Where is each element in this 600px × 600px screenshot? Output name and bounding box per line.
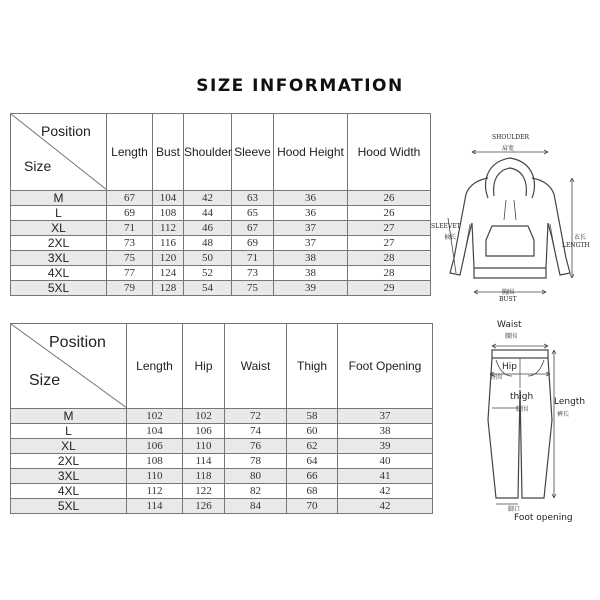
- shoulder-label: SHOULDER: [492, 134, 530, 141]
- sleeve-label: SLEEVET: [431, 223, 461, 230]
- value-cell: 71: [107, 221, 153, 236]
- header-waist: Waist: [225, 324, 287, 409]
- value-cell: 38: [274, 266, 348, 281]
- table-row: [11, 191, 431, 206]
- size-cell: L: [11, 424, 127, 439]
- foot-cn-label: 脚口: [508, 506, 521, 513]
- value-cell: 82: [225, 484, 287, 499]
- size-cell: XL: [11, 221, 107, 236]
- value-cell: 114: [127, 499, 183, 514]
- header-hip: Hip: [183, 324, 225, 409]
- value-cell: 46: [184, 221, 232, 236]
- value-cell: 69: [232, 236, 274, 251]
- value-cell: 42: [184, 191, 232, 206]
- value-cell: 102: [183, 409, 225, 424]
- value-cell: 54: [184, 281, 232, 296]
- value-cell: 102: [127, 409, 183, 424]
- value-cell: 68: [287, 484, 338, 499]
- length-cn-label: 裤长: [557, 411, 570, 418]
- value-cell: 71: [232, 251, 274, 266]
- value-cell: 104: [153, 191, 184, 206]
- table-row: [11, 221, 431, 236]
- value-cell: 36: [274, 206, 348, 221]
- header-hood-width: Hood Width: [348, 114, 431, 191]
- table-row: [11, 251, 431, 266]
- size-cell: 5XL: [11, 281, 107, 296]
- value-cell: 42: [338, 484, 433, 499]
- value-cell: 75: [232, 281, 274, 296]
- value-cell: 39: [338, 439, 433, 454]
- foot-opening-label: Foot opening: [514, 513, 573, 523]
- header-shoulder: Shoulder: [184, 114, 232, 191]
- size-cell: M: [11, 409, 127, 424]
- value-cell: 66: [287, 469, 338, 484]
- value-cell: 128: [153, 281, 184, 296]
- value-cell: 58: [287, 409, 338, 424]
- value-cell: 26: [348, 191, 431, 206]
- length-cn-label: 衣长: [574, 234, 587, 241]
- sleeve-cn-label: 袖长: [444, 234, 457, 241]
- size-cell: 3XL: [11, 251, 107, 266]
- pants-header-row: [11, 324, 433, 409]
- bust-label: BUST: [499, 296, 517, 303]
- value-cell: 36: [274, 191, 348, 206]
- value-cell: 52: [184, 266, 232, 281]
- value-cell: 65: [232, 206, 274, 221]
- value-cell: 37: [274, 221, 348, 236]
- length-label: LENGTH: [562, 242, 590, 249]
- value-cell: 50: [184, 251, 232, 266]
- value-cell: 37: [274, 236, 348, 251]
- table-row: [11, 454, 433, 469]
- value-cell: 73: [107, 236, 153, 251]
- size-cell: 4XL: [11, 484, 127, 499]
- size-cell: M: [11, 191, 107, 206]
- value-cell: 77: [107, 266, 153, 281]
- value-cell: 72: [225, 409, 287, 424]
- value-cell: 29: [348, 281, 431, 296]
- value-cell: 48: [184, 236, 232, 251]
- value-cell: 69: [107, 206, 153, 221]
- value-cell: 74: [225, 424, 287, 439]
- value-cell: 38: [274, 251, 348, 266]
- value-cell: 112: [153, 221, 184, 236]
- value-cell: 41: [338, 469, 433, 484]
- hoodie-header-row: [11, 114, 431, 191]
- value-cell: 112: [127, 484, 183, 499]
- table-row: [11, 484, 433, 499]
- value-cell: 120: [153, 251, 184, 266]
- header-sleeve: Sleeve: [232, 114, 274, 191]
- value-cell: 42: [338, 499, 433, 514]
- value-cell: 114: [183, 454, 225, 469]
- value-cell: 75: [107, 251, 153, 266]
- value-cell: 28: [348, 251, 431, 266]
- value-cell: 126: [183, 499, 225, 514]
- value-cell: 70: [287, 499, 338, 514]
- value-cell: 124: [153, 266, 184, 281]
- corner-position-label: Position: [41, 123, 91, 139]
- value-cell: 39: [274, 281, 348, 296]
- value-cell: 37: [338, 409, 433, 424]
- hoodie-size-table: [10, 113, 431, 296]
- value-cell: 116: [153, 236, 184, 251]
- value-cell: 110: [183, 439, 225, 454]
- value-cell: 79: [107, 281, 153, 296]
- hip-label: Hip: [502, 362, 517, 372]
- value-cell: 67: [107, 191, 153, 206]
- table-row: [11, 469, 433, 484]
- value-cell: 64: [287, 454, 338, 469]
- header-hood-height: Hood Height: [274, 114, 348, 191]
- table-row: [11, 266, 431, 281]
- corner-position-label: Position: [49, 334, 106, 351]
- length-label: Length: [554, 397, 586, 407]
- size-cell: 2XL: [11, 454, 127, 469]
- table-row: [11, 439, 433, 454]
- table-row: [11, 499, 433, 514]
- size-cell: 4XL: [11, 266, 107, 281]
- hoodie-corner-cell: [11, 114, 107, 191]
- hoodie-diagram: [430, 128, 590, 306]
- value-cell: 67: [232, 221, 274, 236]
- value-cell: 106: [183, 424, 225, 439]
- header-thigh: Thigh: [287, 324, 338, 409]
- value-cell: 40: [338, 454, 433, 469]
- header-foot-opening: Foot Opening: [338, 324, 433, 409]
- header-length: Length: [127, 324, 183, 409]
- size-cell: 5XL: [11, 499, 127, 514]
- thigh-label: thigh: [510, 392, 534, 402]
- shoulder-cn-label: 肩宽: [502, 145, 515, 152]
- table-row: [11, 206, 431, 221]
- page-title: SIZE INFORMATION: [196, 76, 404, 96]
- value-cell: 76: [225, 439, 287, 454]
- value-cell: 60: [287, 424, 338, 439]
- pants-corner-cell: [11, 324, 127, 409]
- value-cell: 108: [127, 454, 183, 469]
- hoodie-table-body: [11, 114, 431, 296]
- value-cell: 118: [183, 469, 225, 484]
- value-cell: 26: [348, 206, 431, 221]
- value-cell: 78: [225, 454, 287, 469]
- value-cell: 73: [232, 266, 274, 281]
- value-cell: 84: [225, 499, 287, 514]
- value-cell: 27: [348, 221, 431, 236]
- size-cell: 2XL: [11, 236, 107, 251]
- value-cell: 80: [225, 469, 287, 484]
- value-cell: 28: [348, 266, 431, 281]
- table-row: [11, 424, 433, 439]
- pants-table-body: [11, 324, 433, 514]
- hip-cn-label: 臀围: [490, 374, 503, 381]
- value-cell: 62: [287, 439, 338, 454]
- table-row: [11, 409, 433, 424]
- pants-size-table: [10, 323, 433, 514]
- value-cell: 106: [127, 439, 183, 454]
- size-cell: L: [11, 206, 107, 221]
- table-row: [11, 281, 431, 296]
- value-cell: 108: [153, 206, 184, 221]
- value-cell: 63: [232, 191, 274, 206]
- waist-label: Waist: [497, 320, 522, 330]
- header-length: Length: [107, 114, 153, 191]
- corner-size-label: Size: [29, 372, 61, 389]
- waist-cn-label: 腰围: [505, 333, 518, 340]
- size-cell: XL: [11, 439, 127, 454]
- thigh-cn-label: 腿围: [516, 406, 529, 413]
- pants-diagram: [470, 330, 600, 530]
- table-row: [11, 236, 431, 251]
- value-cell: 38: [338, 424, 433, 439]
- value-cell: 27: [348, 236, 431, 251]
- header-bust: Bust: [153, 114, 184, 191]
- value-cell: 104: [127, 424, 183, 439]
- value-cell: 44: [184, 206, 232, 221]
- size-cell: 3XL: [11, 469, 127, 484]
- corner-size-label: Size: [24, 158, 52, 174]
- value-cell: 122: [183, 484, 225, 499]
- bust-cn-label: 胸围: [502, 289, 515, 296]
- value-cell: 110: [127, 469, 183, 484]
